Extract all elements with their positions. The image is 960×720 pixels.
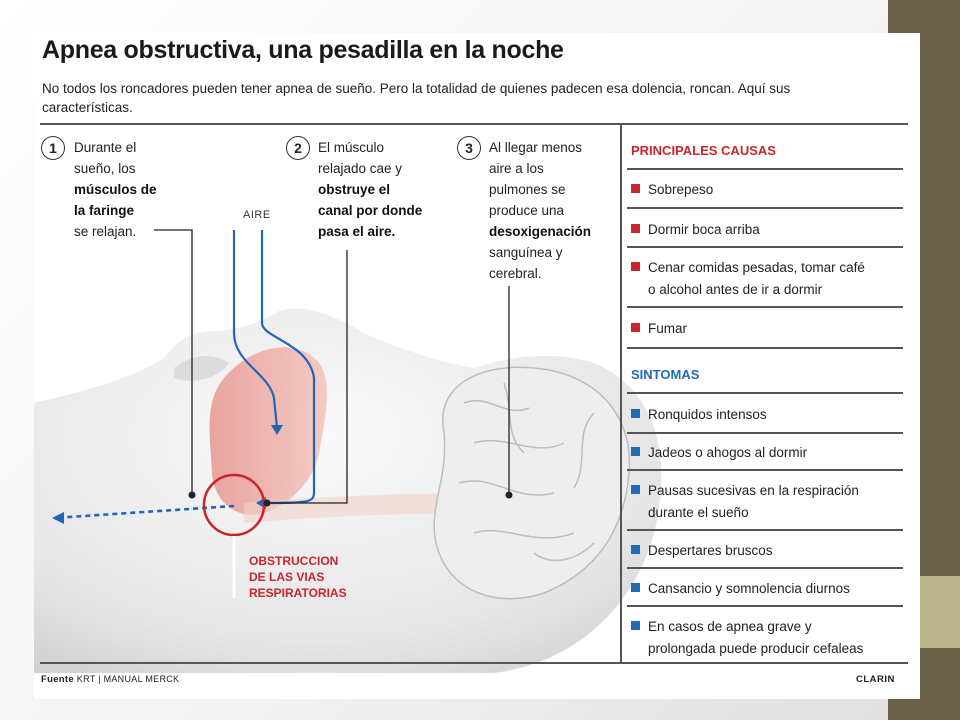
red-square-icon <box>631 224 640 233</box>
step-line: la faringe <box>74 203 135 218</box>
symptom-item: Pausas sucesivas en la respiración durante el sueño <box>631 480 911 524</box>
red-square-icon <box>631 184 640 193</box>
symptom-item: Jadeos o ahogos al dormir <box>631 442 911 464</box>
item-rule <box>627 306 903 308</box>
item-rule <box>627 529 903 531</box>
step-line: produce una <box>489 203 565 218</box>
blue-square-icon <box>631 409 640 418</box>
symptom-item: Despertares bruscos <box>631 540 911 562</box>
red-square-icon <box>631 323 640 332</box>
step-line: relajado cae y <box>318 161 403 176</box>
obstruction-label-line: DE LAS VIAS <box>249 570 325 584</box>
pointer-dot-3 <box>506 492 513 499</box>
item-rule <box>627 207 903 209</box>
step-1-number: 1 <box>41 136 65 160</box>
footer-source: Fuente KRT | MANUAL MERCK <box>41 674 180 685</box>
causes-title: PRINCIPALES CAUSAS <box>631 143 776 158</box>
step-line: músculos de <box>74 182 157 197</box>
symptoms-title-rule <box>627 392 903 394</box>
obstruction-label <box>249 553 347 601</box>
page-title: Apnea obstructiva, una pesadilla en la noche <box>42 36 564 64</box>
red-square-icon <box>631 262 640 271</box>
step-line: Al llegar menos <box>489 140 583 155</box>
step-line: sueño, los <box>74 161 136 176</box>
infographic-card <box>34 33 920 699</box>
page-subtitle: No todos los roncadores pueden tener apnea de sueño. Pero la totalidad de quienes padecen esa dolencia, roncan. Aquí sus características. <box>42 81 791 115</box>
symptom-item: Cansancio y somnolencia diurnos <box>631 578 911 600</box>
cause-item: Cenar comidas pesadas, tomar café o alcohol antes de ir a dormir <box>631 257 911 301</box>
pointer-dot-2 <box>264 500 271 507</box>
step-line: canal por donde <box>318 203 423 218</box>
step-3-number: 3 <box>457 136 481 160</box>
step-2-number: 2 <box>286 136 310 160</box>
obstruction-label-line: RESPIRATORIAS <box>249 586 347 600</box>
item-rule <box>627 567 903 569</box>
blue-square-icon <box>631 447 640 456</box>
blue-square-icon <box>631 621 640 630</box>
blue-square-icon <box>631 485 640 494</box>
symptom-item: Ronquidos intensos <box>631 404 911 426</box>
symptoms-title: SINTOMAS <box>631 367 700 382</box>
footer-brand: CLARIN <box>856 674 895 685</box>
blue-square-icon <box>631 583 640 592</box>
item-rule <box>627 246 903 248</box>
step-line: sanguínea y <box>489 245 563 260</box>
cause-item: Fumar <box>631 318 911 340</box>
step-2-text <box>318 137 458 242</box>
step-3-text <box>489 137 629 284</box>
blue-square-icon <box>631 545 640 554</box>
side-accent-block <box>920 576 960 648</box>
footer-divider <box>40 662 908 664</box>
step-line: desoxigenación <box>489 224 592 239</box>
step-line: pulmones se <box>489 182 566 197</box>
cause-item: Dormir boca arriba <box>631 219 911 241</box>
cause-item: Sobrepeso <box>631 179 911 201</box>
symptom-item: En casos de apnea grave y prolongada puede producir cefaleas <box>631 616 911 660</box>
step-line: pasa el aire. <box>318 224 396 239</box>
step-line: Durante el <box>74 140 137 155</box>
item-rule <box>627 469 903 471</box>
item-rule <box>627 347 903 349</box>
obstruction-label-line: OBSTRUCCION <box>249 554 339 568</box>
step-1-text <box>74 137 204 242</box>
step-line: cerebral. <box>489 266 542 281</box>
causes-title-rule <box>627 168 903 170</box>
item-rule <box>627 605 903 607</box>
air-label: AIRE <box>243 209 271 221</box>
step-line: obstruye el <box>318 182 391 197</box>
step-line: El músculo <box>318 140 385 155</box>
item-rule <box>627 432 903 434</box>
step-line: aire a los <box>489 161 544 176</box>
header-divider <box>40 123 908 125</box>
step-line: se relajan. <box>74 224 137 239</box>
pointer-dot-1 <box>189 492 196 499</box>
